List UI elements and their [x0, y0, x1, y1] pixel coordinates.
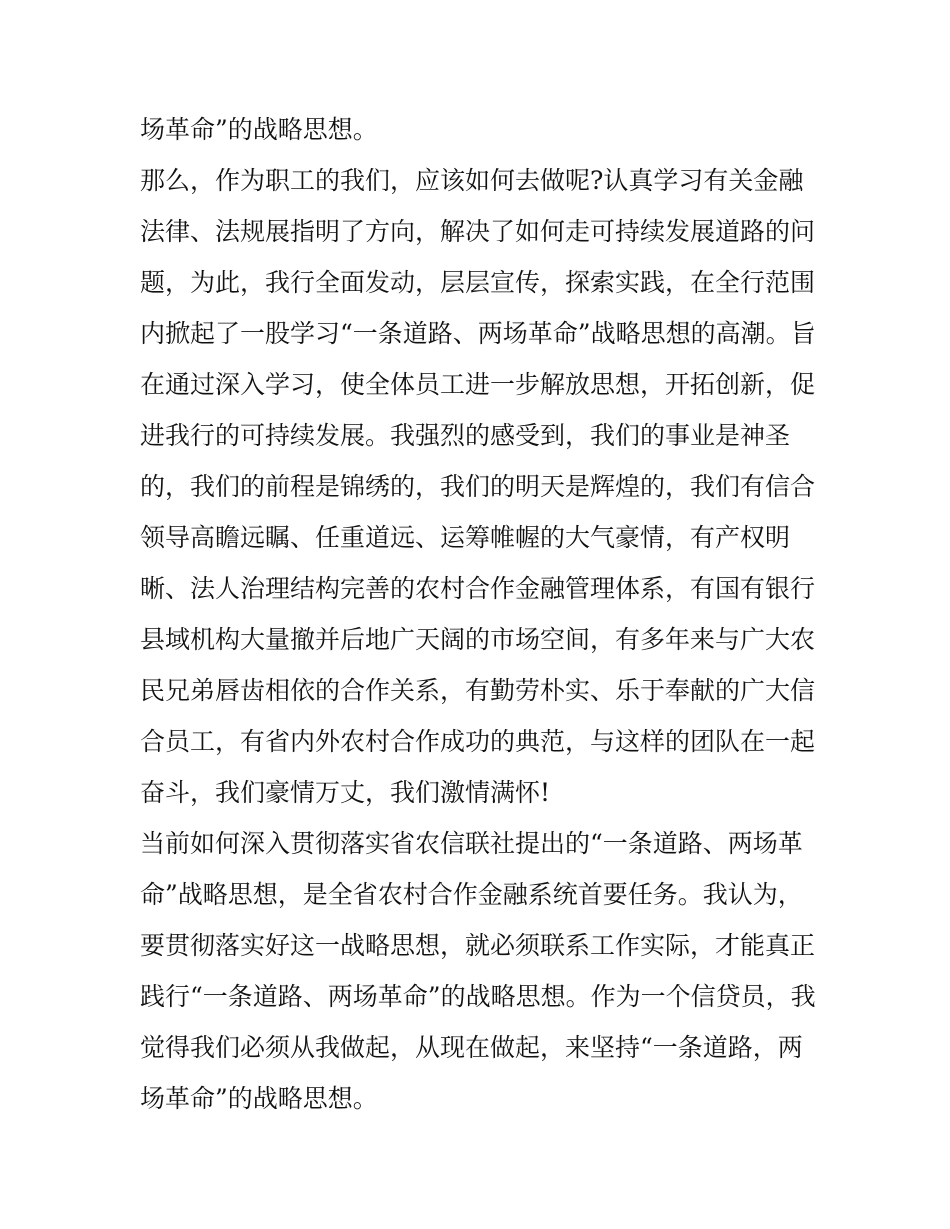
text-line: 奋斗，我们豪情万丈，我们激情满怀! — [140, 778, 551, 807]
text-line: 要贯彻落实好这一战略思想，就必须联系工作实际，才能真正 — [140, 931, 816, 960]
text-line: 场革命”的战略思想。 — [140, 115, 378, 144]
text-line: 当前如何深入贯彻落实省农信联社提出的“一条道路、两场革 — [140, 829, 803, 858]
text-line: 内掀起了一股学习“一条道路、两场革命”战略思想的高潮。旨 — [140, 319, 816, 348]
text-line: 在通过深入学习，使全体员工进一步解放思想，开拓创新，促 — [140, 370, 816, 399]
text-line: 晰、法人治理结构完善的农村合作金融管理体系，有国有银行 — [140, 574, 816, 603]
text-line: 那么，作为职工的我们，应该如何去做呢?认真学习有关金融 — [140, 166, 804, 195]
text-line: 进我行的可持续发展。我强烈的感受到，我们的事业是神圣 — [140, 421, 791, 450]
text-line: 合员工，有省内外农村合作成功的典范，与这样的团队在一起 — [140, 727, 816, 756]
text-line: 民兄弟唇齿相依的合作关系，有勤劳朴实、乐于奉献的广大信 — [140, 676, 816, 705]
body-text — [140, 104, 820, 1124]
text-line: 践行“一条道路、两场革命”的战略思想。作为一个信贷员，我 — [140, 982, 816, 1011]
text-line: 命”战略思想，是全省农村合作金融系统首要任务。我认为， — [140, 880, 803, 909]
text-line: 题，为此，我行全面发动，层层宣传，探索实践，在全行范围 — [140, 268, 816, 297]
text-line: 场革命”的战略思想。 — [140, 1084, 378, 1113]
text-line: 领导高瞻远瞩、任重道远、运筹帷幄的大气豪情，有产权明 — [140, 523, 791, 552]
text-line: 的，我们的前程是锦绣的，我们的明天是辉煌的，我们有信合 — [140, 472, 816, 501]
text-line: 法律、法规展指明了方向，解决了如何走可持续发展道路的问 — [140, 217, 816, 246]
text-line: 觉得我们必须从我做起，从现在做起，来坚持“一条道路，两 — [140, 1033, 803, 1062]
text-line: 县域机构大量撤并后地广天阔的市场空间，有多年来与广大农 — [140, 625, 816, 654]
